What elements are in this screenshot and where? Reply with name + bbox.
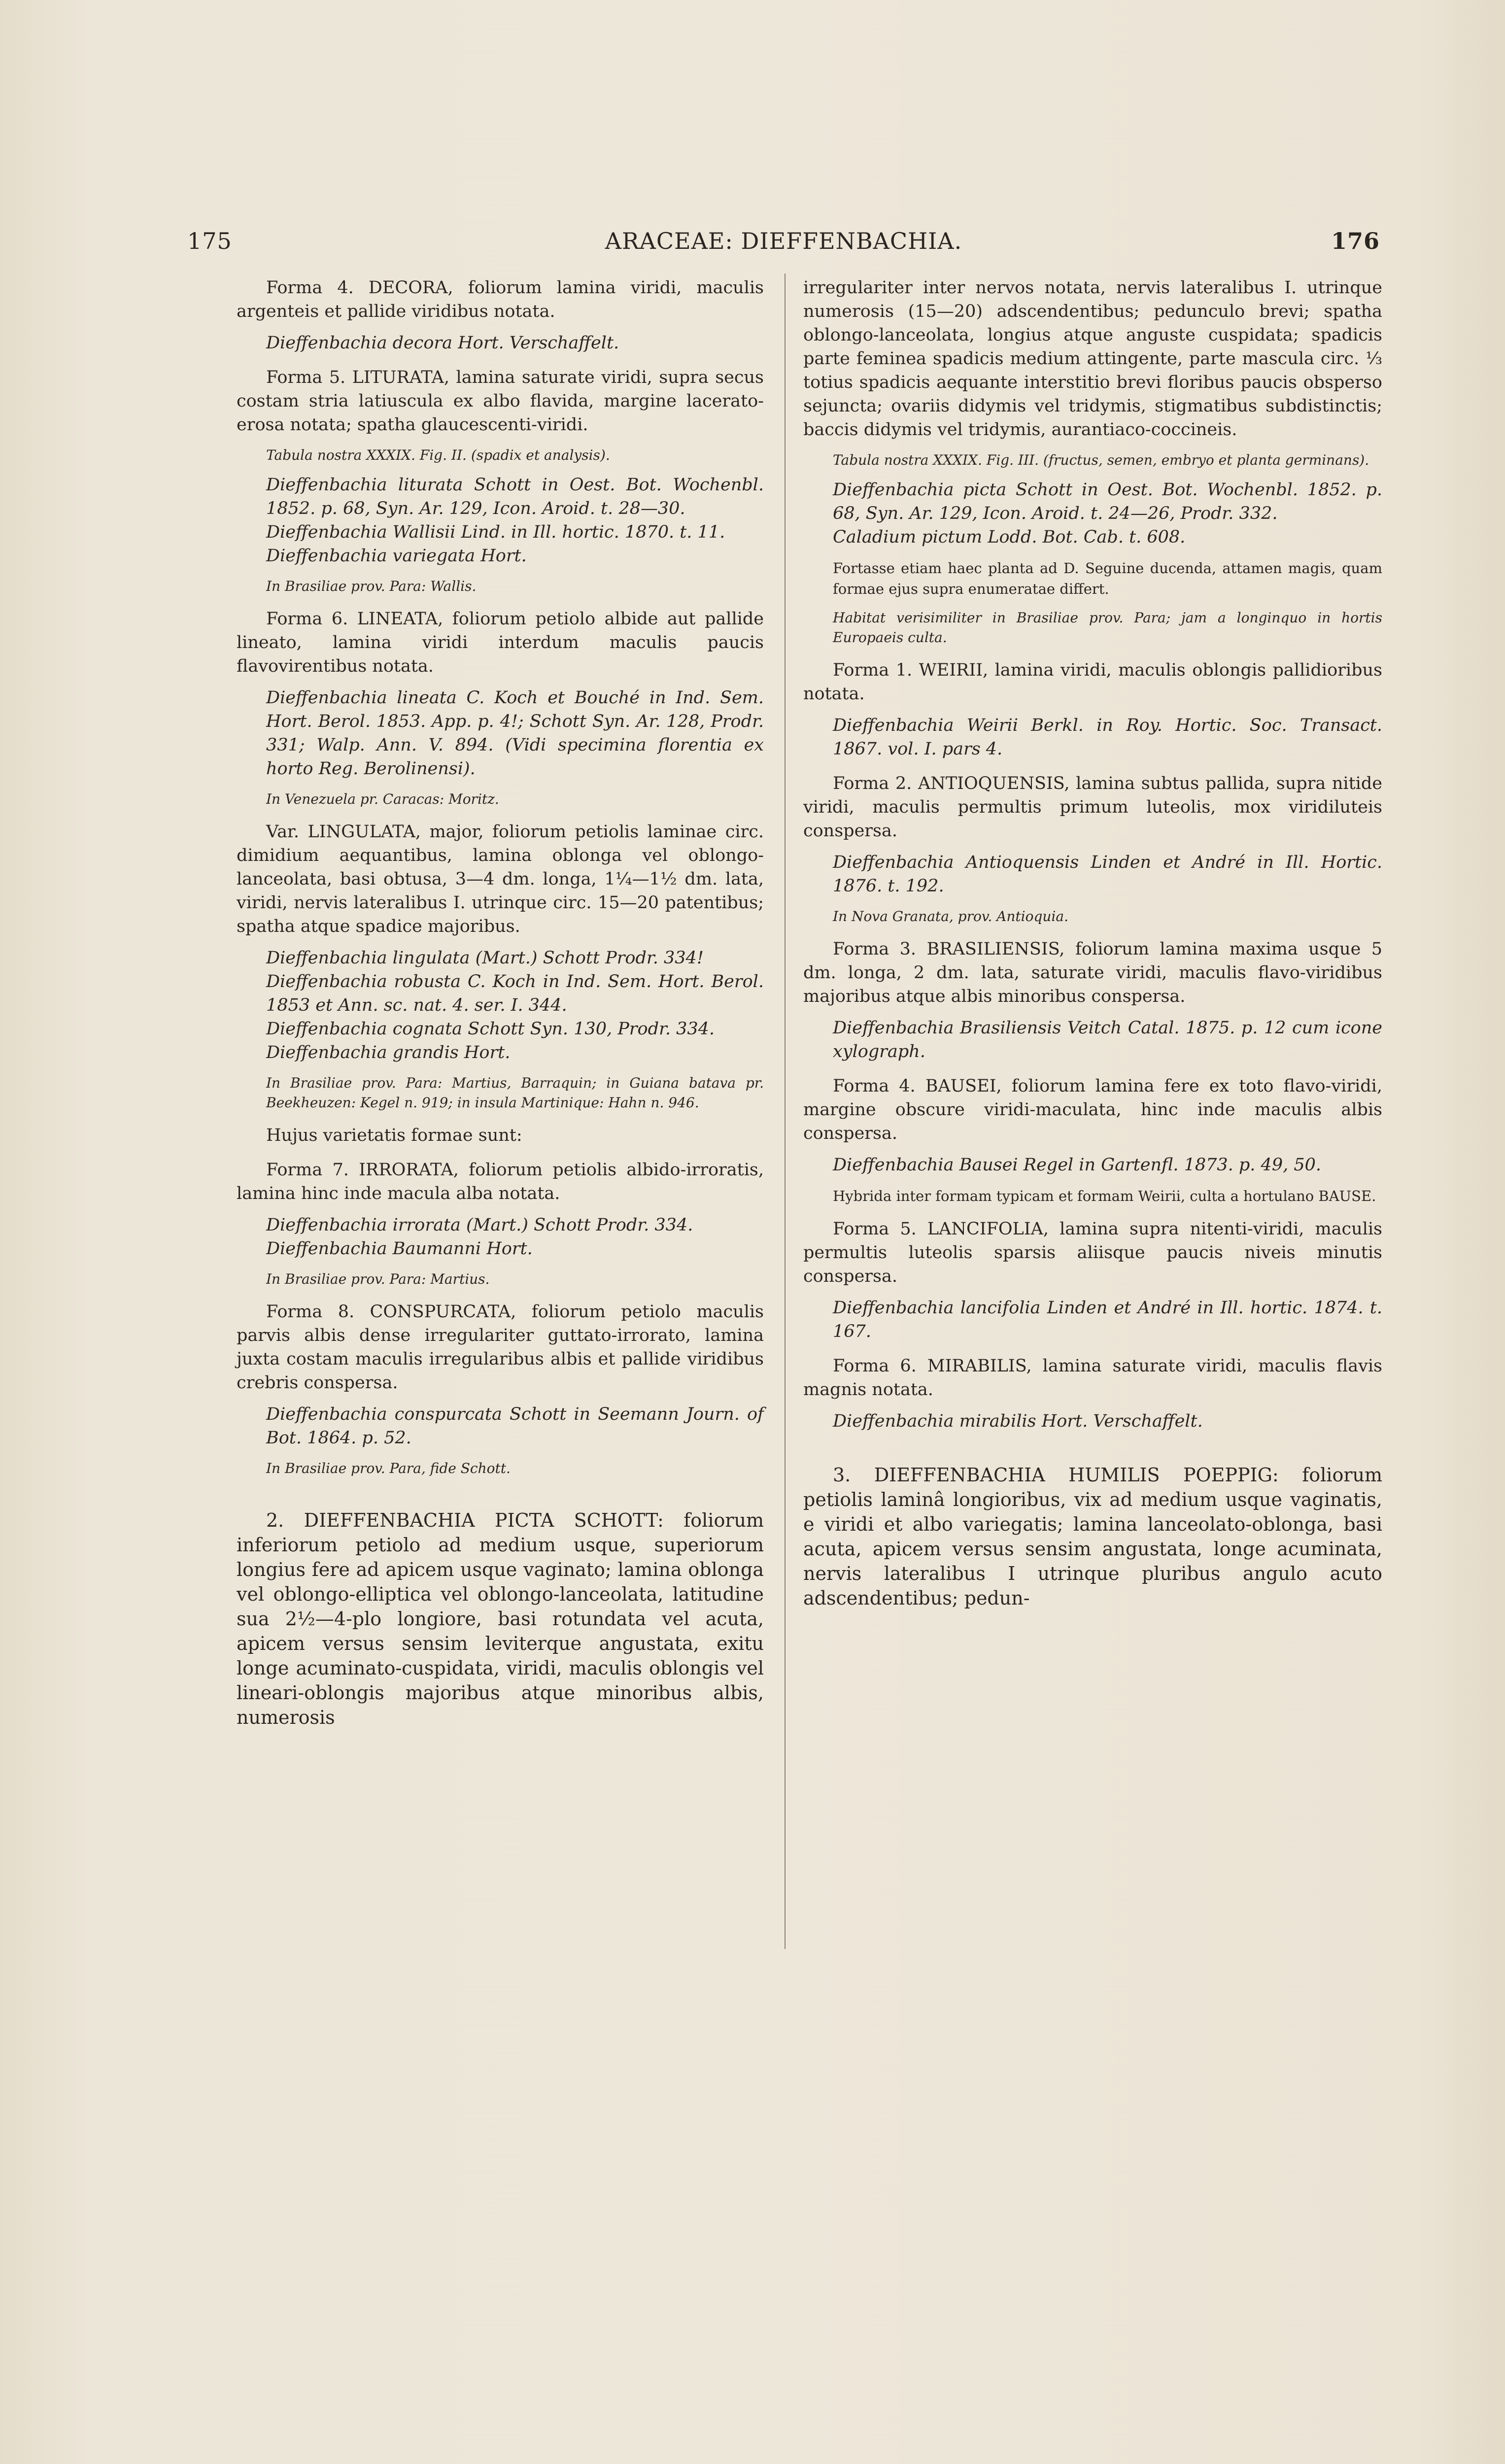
page-number-left: 175 <box>187 228 232 254</box>
forma-paragraph: Forma 5. LANCIFOLIA, lamina supra nitenti-viridi, maculis permultis luteolis sparsis aliisque paucis niveis minutis conspersa. <box>803 1219 1382 1286</box>
habitat: In Brasiliae prov. Para: Martius, Barraquin; in Guiana batava pr. Beekheuzen: Kegel n. 919; in insula Martinique: Hahn n. 946. <box>266 1075 764 1111</box>
note: Fortasse etiam haec planta ad D. Seguine ducenda, attamen magis, quam formae ejus supra enumeratae differt. <box>833 560 1382 597</box>
synonym: Dieffenbachia Baumanni Hort. <box>266 1239 533 1259</box>
variety-paragraph: Var. LINGULATA, major, foliorum petiolis laminae circ. dimidium aequantibus, lamina oblonga vel oblongo-lanceolata, basi obtusa, 3—4 dm. longa, 1¼—1½ dm. lata, viridi, nervis lateralibus I. utrinque circ. 15—20 patentibus; spatha atque spadice majoribus. <box>237 822 764 936</box>
forma-paragraph: Forma 6. LINEATA, foliorum petiolo albide aut pallide lineato, lamina viridi interdum maculis paucis flavovirentibus notata. <box>237 609 764 676</box>
habitat: In Brasiliae prov. Para: Wallis. <box>266 578 477 594</box>
synonym: Dieffenbachia lingulata (Mart.) Schott Prodr. 334! <box>266 948 704 968</box>
synonym: Dieffenbachia Bausei Regel in Gartenfl. 1873. p. 49, 50. <box>833 1155 1322 1175</box>
species-description: 2. DIEFFENBACHIA PICTA SCHOTT: foliorum inferiorum petiolo ad medium usque, superiorum longius fere ad apicem usque vaginato; lamina oblonga vel oblongo-elliptica vel oblongo-lanceolata, latitudine sua 2½—4-plo longiore, basi rotundata vel acuta, apicem versus sensim leviterque angustata, exitu longe acuminato-cuspidata, viridi, maculis oblongis vel lineari-oblongis majoribus atque minoribus albis, numerosis <box>237 1509 764 1728</box>
synonym: Dieffenbachia grandis Hort. <box>266 1043 511 1062</box>
synonym-block <box>237 473 764 568</box>
synonym: Dieffenbachia irrorata (Mart.) Schott Prodr. 334. <box>266 1215 693 1235</box>
habitat: Habitat verisimiliter in Brasiliae prov. Para; jam a longinquo in hortis Europaeis culta. <box>833 610 1382 646</box>
habitat: In Nova Granata, prov. Antioquia. <box>833 908 1068 924</box>
synonym: Dieffenbachia variegata Hort. <box>266 546 527 566</box>
synonym: Dieffenbachia liturata Schott in Oest. Bot. Wochenbl. 1852. p. 68, Syn. Ar. 129, Icon. Aroid. t. 28—30. <box>266 475 764 518</box>
plate-reference: Tabula nostra XXXIX. Fig. III. (fructus, semen, embryo et planta germinans). <box>833 452 1369 468</box>
page-header <box>187 228 1380 262</box>
synonym: Caladium pictum Lodd. Bot. Cab. t. 608. <box>833 527 1186 547</box>
synonym: Dieffenbachia decora Hort. Verschaffelt. <box>266 333 619 353</box>
synonym-block <box>237 946 764 1064</box>
synonym: Dieffenbachia cognata Schott Syn. 130, Prodr. 334. <box>266 1019 715 1039</box>
habitat: In Venezuela pr. Caracas: Moritz. <box>266 791 499 807</box>
forma-paragraph: Forma 4. BAUSEI, foliorum lamina fere ex toto flavo-viridi, margine obscure viridi-maculata, hinc inde maculis albis conspersa. <box>803 1076 1382 1143</box>
synonym: Dieffenbachia mirabilis Hort. Verschaffelt. <box>833 1411 1203 1431</box>
synonym-block <box>237 1213 764 1261</box>
synonym: Dieffenbachia Brasiliensis Veitch Catal. 1875. p. 12 cum icone xylograph. <box>833 1018 1382 1061</box>
synonym-block <box>803 478 1382 549</box>
forma-paragraph: Forma 5. LITURATA, lamina saturate viridi, supra secus costam stria latiuscula ex albo flavida, margine lacerato-erosa notata; spatha glaucescenti-viridi. <box>237 368 764 435</box>
page-number-right: 176 <box>1331 228 1380 254</box>
running-title: ARACEAE: DIEFFENBACHIA. <box>605 228 962 254</box>
synonym: Dieffenbachia conspurcata Schott in Seemann Journ. of Bot. 1864. p. 52. <box>266 1404 764 1448</box>
synonym: Dieffenbachia robusta C. Koch in Ind. Sem. Hort. Berol. 1853 et Ann. sc. nat. 4. ser. I. 344. <box>266 972 764 1015</box>
subheading: Hujus varietatis formae sunt: <box>266 1126 522 1145</box>
right-column <box>803 276 1382 1610</box>
note: Hybrida inter formam typicam et formam Weirii, culta a hortulano BAUSE. <box>833 1188 1376 1204</box>
habitat: In Brasiliae prov. Para: Martius. <box>266 1271 490 1287</box>
continued-paragraph: irregulariter inter nervos notata, nervis lateralibus I. utrinque numerosis (15—20) adscendentibus; pedunculo brevi; spatha oblongo-lanceolata, longius atque anguste cuspidata; spadicis parte feminea spadicis medium attingente, parte mascula circ. ⅓ totius spadicis aequante interstitio brevi floribus paucis obsperso sejuncta; ovariis didymis vel tridymis, stigmatibus subdistinctis; baccis didymis vel tridymis, aurantiaco-coccineis. <box>803 278 1382 440</box>
synonym: Dieffenbachia picta Schott in Oest. Bot. Wochenbl. 1852. p. 68, Syn. Ar. 129, Icon. Aroid. t. 24—26, Prodr. 332. <box>833 480 1382 523</box>
synonym: Dieffenbachia Weirii Berkl. in Roy. Hortic. Soc. Transact. 1867. vol. I. pars 4. <box>833 716 1382 759</box>
forma-paragraph: Forma 4. DECORA, foliorum lamina viridi, maculis argenteis et pallide viridibus notata. <box>237 278 764 321</box>
forma-paragraph: Forma 1. WEIRII, lamina viridi, maculis oblongis pallidioribus notata. <box>803 660 1382 704</box>
species-description: 3. DIEFFENBACHIA HUMILIS POEPPIG: foliorum petiolis laminâ longioribus, vix ad medium usque vaginatis, e viridi et albo variegatis; lamina lanceolato-oblonga, basi acuta, apicem versus sensim angustata, longe acuminata, nervis lateralibus I utrinque pluribus angulo acuto adscendentibus; pedun- <box>803 1464 1382 1609</box>
column-divider <box>785 274 786 1949</box>
forma-paragraph: Forma 8. CONSPURCATA, foliorum petiolo maculis parvis albis dense irregulariter guttato-irrorato, lamina juxta costam maculis irregularibus albis et pallide viridibus crebris conspersa. <box>237 1302 764 1393</box>
synonym: Dieffenbachia Antioquensis Linden et André in Ill. Hortic. 1876. t. 192. <box>833 853 1382 896</box>
synonym: Dieffenbachia lancifolia Linden et André in Ill. hortic. 1874. t. 167. <box>833 1298 1382 1341</box>
forma-paragraph: Forma 7. IRRORATA, foliorum petiolis albido-irroratis, lamina hinc inde macula alba notata. <box>237 1160 764 1203</box>
forma-paragraph: Forma 2. ANTIOQUENSIS, lamina subtus pallida, supra nitide viridi, maculis permultis primum luteolis, mox viridiluteis conspersa. <box>803 774 1382 841</box>
habitat: In Brasiliae prov. Para, fide Schott. <box>266 1460 511 1476</box>
synonym: Dieffenbachia lineata C. Koch et Bouché in Ind. Sem. Hort. Berol. 1853. App. p. 4!; Schott Syn. Ar. 128, Prodr. 331; Walp. Ann. V. 894. (Vidi specimina florentia ex horto Reg. Berolinensi). <box>266 688 764 779</box>
plate-reference: Tabula nostra XXXIX. Fig. II. (spadix et analysis). <box>266 447 610 463</box>
forma-paragraph: Forma 3. BRASILIENSIS, foliorum lamina maxima usque 5 dm. longa, 2 dm. lata, saturate viridi, maculis flavo-viridibus majoribus atque albis minoribus conspersa. <box>803 939 1382 1006</box>
left-column <box>237 276 764 1730</box>
forma-paragraph: Forma 6. MIRABILIS, lamina saturate viridi, maculis flavis magnis notata. <box>803 1356 1382 1400</box>
synonym: Dieffenbachia Wallisii Lind. in Ill. hortic. 1870. t. 11. <box>266 522 725 542</box>
